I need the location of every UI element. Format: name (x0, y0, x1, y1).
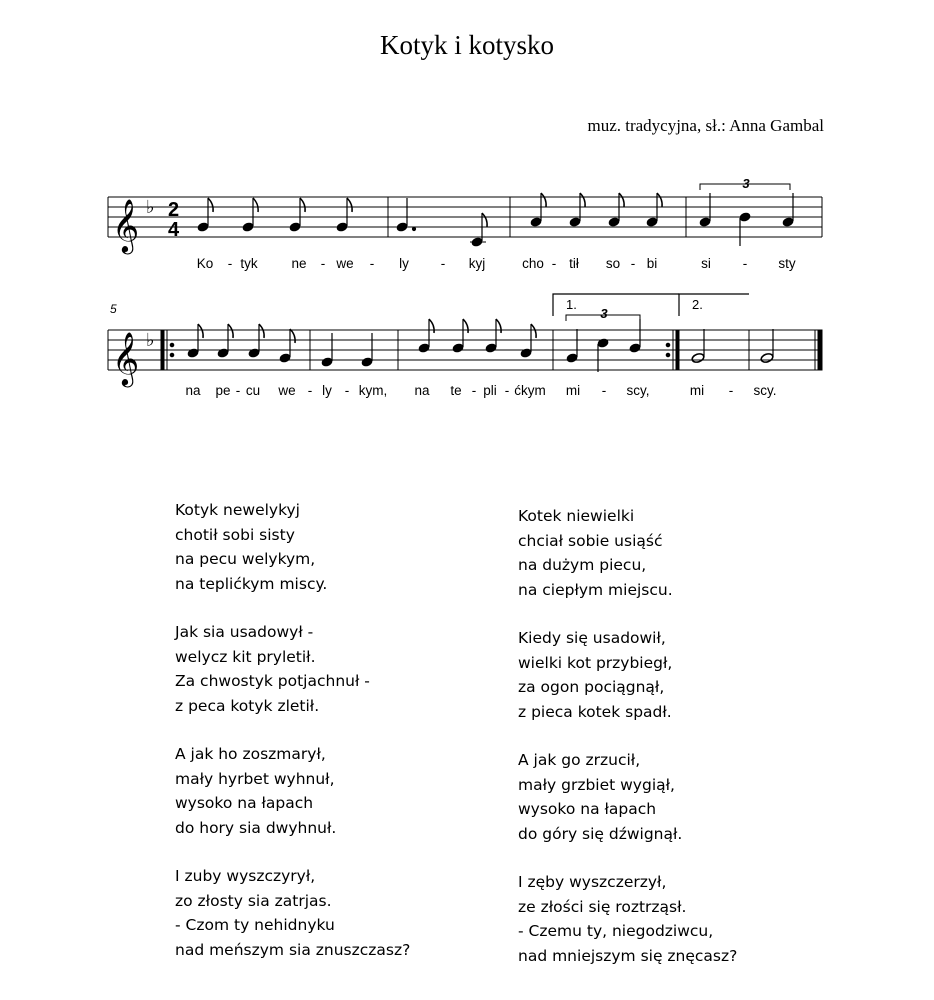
stanza-translation-2 (518, 626, 737, 724)
measure-number: 5 (110, 302, 117, 316)
lyric-hyphen: - (728, 383, 734, 398)
verse-line: za ogon pociągnął, (518, 678, 665, 696)
verse-line: mały hyrbet wyhnuł, (175, 769, 335, 788)
stanza-translation-3 (518, 748, 737, 846)
lyric-syllable: ly (399, 256, 409, 271)
lyric-hyphen: - (504, 383, 510, 398)
verse-line: Za chwostyk potjachnuł - (175, 672, 370, 690)
flat-sign-icon: ♭ (146, 197, 155, 217)
volta-2-label: 2. (692, 297, 703, 312)
notes-measure-2 (396, 198, 487, 247)
verse-line: I zęby wyszczerzył, (518, 873, 667, 891)
verse-line: - Czom ty nehidnyku (175, 916, 335, 934)
lyric-syllable: mi (565, 383, 581, 398)
song-title: Kotyk i kotysko (379, 30, 554, 60)
lyric-hyphen: - (320, 256, 326, 271)
verse-line: Kotyk newelykyj (175, 501, 300, 519)
stanza-original-4 (175, 864, 410, 962)
notes-measure-8 (566, 315, 641, 372)
lyric-syllable: si (701, 256, 711, 271)
lyric-hyphen: - (227, 256, 233, 271)
verse-line: wielki kot przybiegł, (518, 653, 673, 672)
verse-line: z peca kotyk zletił. (175, 696, 320, 715)
treble-clef-icon: 𝄞 (112, 199, 140, 251)
lyric-hyphen: - (551, 256, 557, 271)
verse-line: A jak ho zoszmarył, (175, 745, 326, 763)
lyric-syllable: na (185, 383, 201, 398)
verse-line: na teplićkym miscy. (175, 574, 328, 593)
lyric-syllable: ly (322, 383, 332, 398)
staff-line-2 (108, 330, 822, 370)
verse-line: welycz kit pryletił. (175, 647, 316, 666)
lyric-syllable: kym, (358, 383, 388, 398)
verse-line: na pecu welykym, (175, 550, 316, 568)
tuplet-label-2: 3 (600, 306, 608, 321)
lyric-syllable: bi (646, 256, 658, 271)
lyric-syllable: pli (483, 383, 497, 398)
verse-line: chciał sobie usiąść (518, 531, 663, 550)
credit-line: muz. tradycyjna, sł.: Anna Gambal (587, 116, 824, 135)
lyric-hyphen: - (235, 383, 241, 398)
verse-line: Kotek niewielki (518, 507, 635, 525)
lyric-syllable: tił (569, 256, 579, 271)
staff-line-1 (108, 197, 822, 237)
lyric-syllable: cu (245, 383, 261, 398)
music-score (0, 0, 934, 420)
stanza-original-1 (175, 498, 410, 596)
notes-measure-7 (418, 319, 536, 358)
notes-measure-9 (691, 329, 705, 364)
translation-lyrics-column (518, 504, 737, 992)
lyric-syllable: scy, (626, 383, 650, 398)
flat-sign-icon: ♭ (146, 330, 155, 350)
lyric-hyphen: - (344, 383, 350, 398)
stanza-translation-1 (518, 504, 737, 602)
stanza-original-2 (175, 620, 410, 718)
lyric-syllable: we (336, 256, 354, 271)
verse-line: na dużym piecu, (518, 556, 647, 574)
lyric-syllable: so (605, 256, 621, 271)
treble-clef-icon: 𝄞 (112, 332, 140, 384)
verse-line: zo złosty sia zatrjas. (175, 891, 332, 910)
verse-line: do hory sia dwyhnuł. (175, 818, 337, 837)
lyrics-line-1 (197, 256, 796, 271)
lyric-syllable: te (450, 383, 462, 398)
time-signature-bottom: 4 (168, 219, 180, 241)
verse-line: Kiedy się usadowił, (518, 629, 666, 647)
lyric-syllable: sty (778, 256, 796, 271)
verse-line: ze złości się roztrząsł. (518, 897, 687, 916)
notes-measure-10 (760, 329, 774, 364)
verse-line: z pieca kotek spadł. (518, 702, 672, 721)
lyric-syllable: pe (215, 383, 231, 398)
lyric-hyphen: - (630, 256, 636, 271)
lyric-syllable: mi (689, 383, 705, 398)
verse-line: nad meńszym sia znuszczasz? (175, 940, 411, 959)
lyric-hyphen: - (307, 383, 313, 398)
tuplet-label-1: 3 (742, 176, 750, 191)
lyric-syllable: Ko (196, 256, 214, 271)
verse-line: Jak sia usadowył - (175, 623, 314, 641)
lyric-syllable: ne (291, 256, 307, 271)
original-lyrics-column (175, 498, 410, 986)
lyrics-line-2 (185, 383, 776, 398)
lyric-syllable: na (414, 383, 430, 398)
verse-line: wysoko na łapach (518, 800, 657, 818)
lyric-hyphen: - (440, 256, 446, 271)
lyric-hyphen: - (742, 256, 748, 271)
verse-line: chotił sobi sisty (175, 525, 295, 544)
notes-measure-3 (530, 193, 662, 227)
lyric-syllable: kyj (468, 256, 486, 271)
verse-line: wysoko na łapach (175, 794, 314, 812)
verse-line: na ciepłym miejscu. (518, 580, 673, 599)
verse-line: do góry się dźwignął. (518, 824, 683, 843)
verse-line: nad mniejszym się znęcasz? (518, 946, 738, 965)
stanza-original-3 (175, 742, 410, 840)
lyric-syllable: cho (522, 256, 544, 271)
lyric-syllable: ćkym (514, 383, 546, 398)
volta-bracket-2 (679, 294, 749, 316)
time-signature-top: 2 (168, 199, 180, 221)
verse-line: - Czemu ty, niegodziwcu, (518, 922, 714, 940)
verse-line: mały grzbiet wygiął, (518, 775, 675, 794)
lyric-hyphen: - (369, 256, 375, 271)
lyric-hyphen: - (471, 383, 477, 398)
lyric-syllable: we (278, 383, 296, 398)
stanza-translation-4 (518, 870, 737, 968)
volta-1-label: 1. (566, 297, 577, 312)
verse-line: I zuby wyszczyrył, (175, 867, 316, 885)
lyric-hyphen: - (601, 383, 607, 398)
lyric-syllable: tyk (240, 256, 258, 271)
lyric-syllable: scy. (753, 383, 777, 398)
verse-line: A jak go zrzucił, (518, 751, 641, 769)
